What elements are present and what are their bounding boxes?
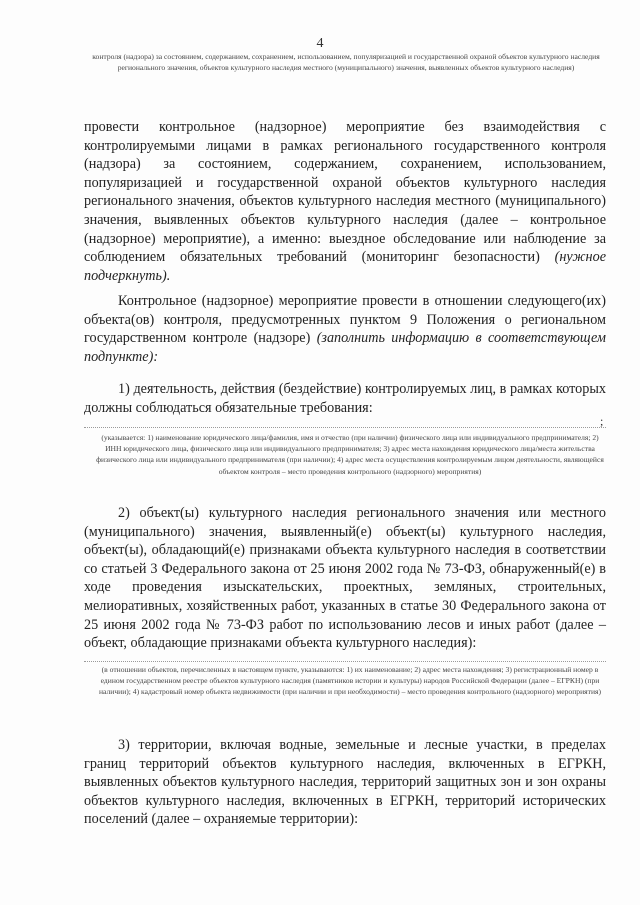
header-note: контроля (надзора) за состоянием, содержанием, сохранением, использованием, популяризацией и государственной охраной объектов культурного наследия регионального значения, объектов культурного наследия местного (муниципального) значения, выявленных объектов культурного наследия) (92, 52, 600, 72)
paragraph-objects-text: Контрольное (надзорное) мероприятие провести в отношении следующего(их) объекта(ов) контроля, предусмотренных пунктом 9 Положения о региональном государственном контроле (надзоре) (84, 293, 606, 347)
paragraph-objects (84, 292, 606, 366)
paragraph-item-3 (84, 736, 606, 829)
paragraph-intro (84, 118, 606, 285)
paragraph-item-2 (84, 504, 606, 653)
paragraph-item-3-text: 3) территории, включая водные, земельные и лесные участки, в пределах границ территорий объектов культурного наследия, включенных в ЕГРКН, выявленных объектов культурного наследия, территорий защитных зон и зон охраны объектов культурного наследия, включенных в ЕГРКН, территорий исторических поселений (далее – охраняемые территории): (84, 737, 606, 828)
note-item-1: (указывается: 1) наименование юридического лица/фамилия, имя и отчество (при наличии) физического лица или индивидуального предпринимателя; 2) ИНН юридического лица, физического лица или индивидуального предпринимателя; 3) адрес места нахождения юридического лица/места жительства физического лица или индивидуального предпринимателя (при наличии); 4) адрес места осуществления контролируемым лицом деятельности, являющейся объектом контроля – место проведения контрольного (надзорного) мероприятия) (96, 433, 604, 476)
fill-line-2 (84, 660, 606, 662)
page-number: 4 (316, 36, 324, 51)
fill-line-1 (84, 426, 606, 428)
note-item-2: (в отношении объектов, перечисленных в настоящем пункте, указываются: 1) их наименование; 2) адрес места нахождения; 3) регистрационный номер в едином государственном реестре объектов культурного наследия (памятников истории и культуры) народов Российской Федерации (далее – ЕГРКН) (при наличии); 4) кадастровый номер объекта недвижимости (при наличии и при необходимости) – место проведения контрольного (надзорного) мероприятия) (98, 665, 602, 697)
paragraph-intro-text: провести контрольное (надзорное) мероприятие без взаимодействия с контролируемыми лицами в рамках регионального государственного контроля (надзора) за состоянием, содержанием, сохранением, использованием, популяризацией и государственной охраной объектов культурного наследия регионального значения, объектов культурного наследия местного (муниципального) значения, выявленных объектов культурного наследия (далее – контрольное (надзорное) мероприятие), а именно: выездное обследование или наблюдение за соблюдением обязательных требований (мониторинг безопасности) (84, 119, 606, 266)
paragraph-item-2-text: 2) объект(ы) культурного наследия регионального значения или местного (муниципального) значения, выявленный(е) объект(ы) культурного наследия, объект(ы), обладающий(е) признаками объекта культурного наследия в соответствии со статьей 3 Федерального закона от 25 июня 2002 года № 73-ФЗ, обнаруженный(е) в ходе проведения изыскательских, проектных, земляных, строительных, мелиоративных, хозяйственных работ, указанных в статье 30 Федерального закона от 25 июня 2002 года № 73-ФЗ работ по использованию лесов и иных работ (далее – объект, обладающие признаками объекта культурного наследия): (84, 505, 606, 652)
paragraph-item-1-text: 1) деятельность, действия (бездействие) контролируемых лиц, в рамках которых должны соблюдаться обязательные требования: (84, 381, 606, 416)
fill-line-semicolon: ; (600, 414, 604, 428)
paragraph-item-1 (84, 380, 606, 417)
paragraph-intro-italic: (нужное подчеркнуть). (84, 249, 606, 284)
paragraph-objects-italic: (заполнить информацию в соответствующем подпункте): (84, 330, 606, 365)
